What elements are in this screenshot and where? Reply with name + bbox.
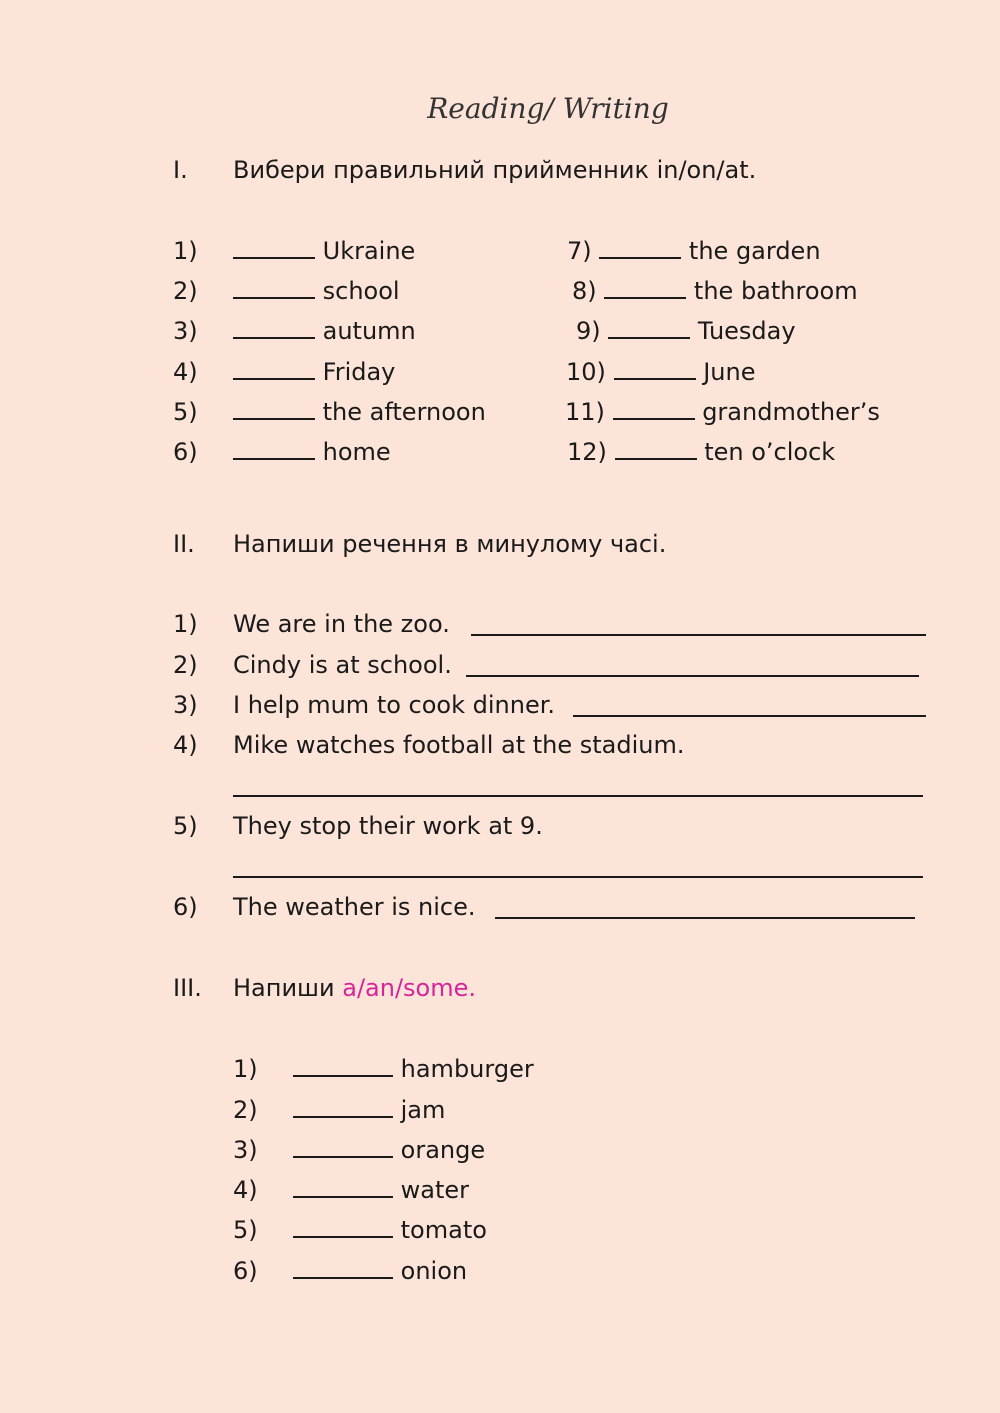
s3-item-body: hamburger <box>293 1053 534 1085</box>
answer-blank[interactable] <box>233 275 315 299</box>
s1-left-num: 5) <box>173 398 198 426</box>
s2-num: 6) <box>173 893 198 921</box>
answer-blank[interactable] <box>613 396 695 420</box>
answer-blank[interactable] <box>233 356 315 380</box>
answer-blank[interactable] <box>293 1053 393 1077</box>
answer-blank[interactable] <box>233 235 315 259</box>
answer-blank[interactable] <box>608 315 690 339</box>
s1-left-item: the afternoon <box>233 396 486 428</box>
s3-item: 5) <box>233 1216 258 1244</box>
section3-instruction: Напиши a/an/some. <box>233 974 477 1002</box>
s1-left-item: autumn <box>233 315 416 347</box>
s3-item: 4) <box>233 1176 258 1204</box>
s2-num: 1) <box>173 610 198 638</box>
answer-line[interactable] <box>466 675 919 677</box>
s2-num: 4) <box>173 731 198 759</box>
s3-item-body: jam <box>293 1094 445 1126</box>
s1-left-num: 2) <box>173 277 198 305</box>
section2-numeral: II. <box>173 530 195 558</box>
s1-left-num: 4) <box>173 358 198 386</box>
section1-numeral: I. <box>173 156 188 184</box>
s1-left-num: 1) <box>173 237 198 265</box>
s2-sentence: Mike watches football at the stadium. <box>233 731 685 759</box>
s1-left-num: 3) <box>173 317 198 345</box>
s1-right-item: 12) ten o’clock <box>567 438 836 466</box>
s2-num: 3) <box>173 691 198 719</box>
s2-sentence: Cindy is at school. <box>233 651 452 679</box>
s1-right-item: 9) Tuesday <box>576 317 796 345</box>
answer-blank[interactable] <box>615 436 697 460</box>
answer-blank[interactable] <box>599 235 681 259</box>
answer-blank[interactable] <box>293 1255 393 1279</box>
s2-sentence: The weather is nice. <box>233 893 476 921</box>
s3-item-body: onion <box>293 1255 467 1287</box>
s2-num: 2) <box>173 651 198 679</box>
page-title: Reading/ Writing <box>427 92 669 125</box>
answer-line[interactable] <box>233 795 923 797</box>
answer-blank[interactable] <box>233 396 315 420</box>
s1-left-item: home <box>233 436 391 468</box>
s2-sentence: I help mum to cook dinner. <box>233 691 556 719</box>
s1-right-item: 7) the garden <box>567 237 821 265</box>
s1-left-item: school <box>233 275 400 307</box>
section3-numeral: III. <box>173 974 202 1002</box>
s1-left-item: Ukraine <box>233 235 415 267</box>
s3-item: 6) <box>233 1257 258 1285</box>
answer-line[interactable] <box>573 715 926 717</box>
answer-line[interactable] <box>495 917 915 919</box>
section1-instruction: Вибери правильний прийменник in/on/at. <box>233 156 757 184</box>
s1-right-item: 8) the bathroom <box>572 277 858 305</box>
s2-sentence: We are in the zoo. <box>233 610 450 638</box>
s3-item: 1) <box>233 1055 258 1083</box>
answer-line[interactable] <box>471 634 926 636</box>
answer-blank[interactable] <box>293 1214 393 1238</box>
s3-item: 2) <box>233 1096 258 1124</box>
instruction-highlight: a/an/some. <box>342 974 477 1002</box>
section2-instruction: Напиши речення в минулому часі. <box>233 530 667 558</box>
answer-line[interactable] <box>233 876 923 878</box>
answer-blank[interactable] <box>293 1094 393 1118</box>
s1-right-item: 10) June <box>566 358 756 386</box>
s2-sentence: They stop their work at 9. <box>233 812 543 840</box>
answer-blank[interactable] <box>233 436 315 460</box>
s1-left-num: 6) <box>173 438 198 466</box>
s1-left-item: Friday <box>233 356 395 388</box>
s3-item-body: orange <box>293 1134 485 1166</box>
answer-blank[interactable] <box>604 275 686 299</box>
s3-item: 3) <box>233 1136 258 1164</box>
answer-blank[interactable] <box>233 315 315 339</box>
answer-blank[interactable] <box>614 356 696 380</box>
answer-blank[interactable] <box>293 1134 393 1158</box>
s3-item-body: water <box>293 1174 469 1206</box>
s2-num: 5) <box>173 812 198 840</box>
s1-right-item: 11) grandmother’s <box>565 398 880 426</box>
answer-blank[interactable] <box>293 1174 393 1198</box>
s3-item-body: tomato <box>293 1214 487 1246</box>
